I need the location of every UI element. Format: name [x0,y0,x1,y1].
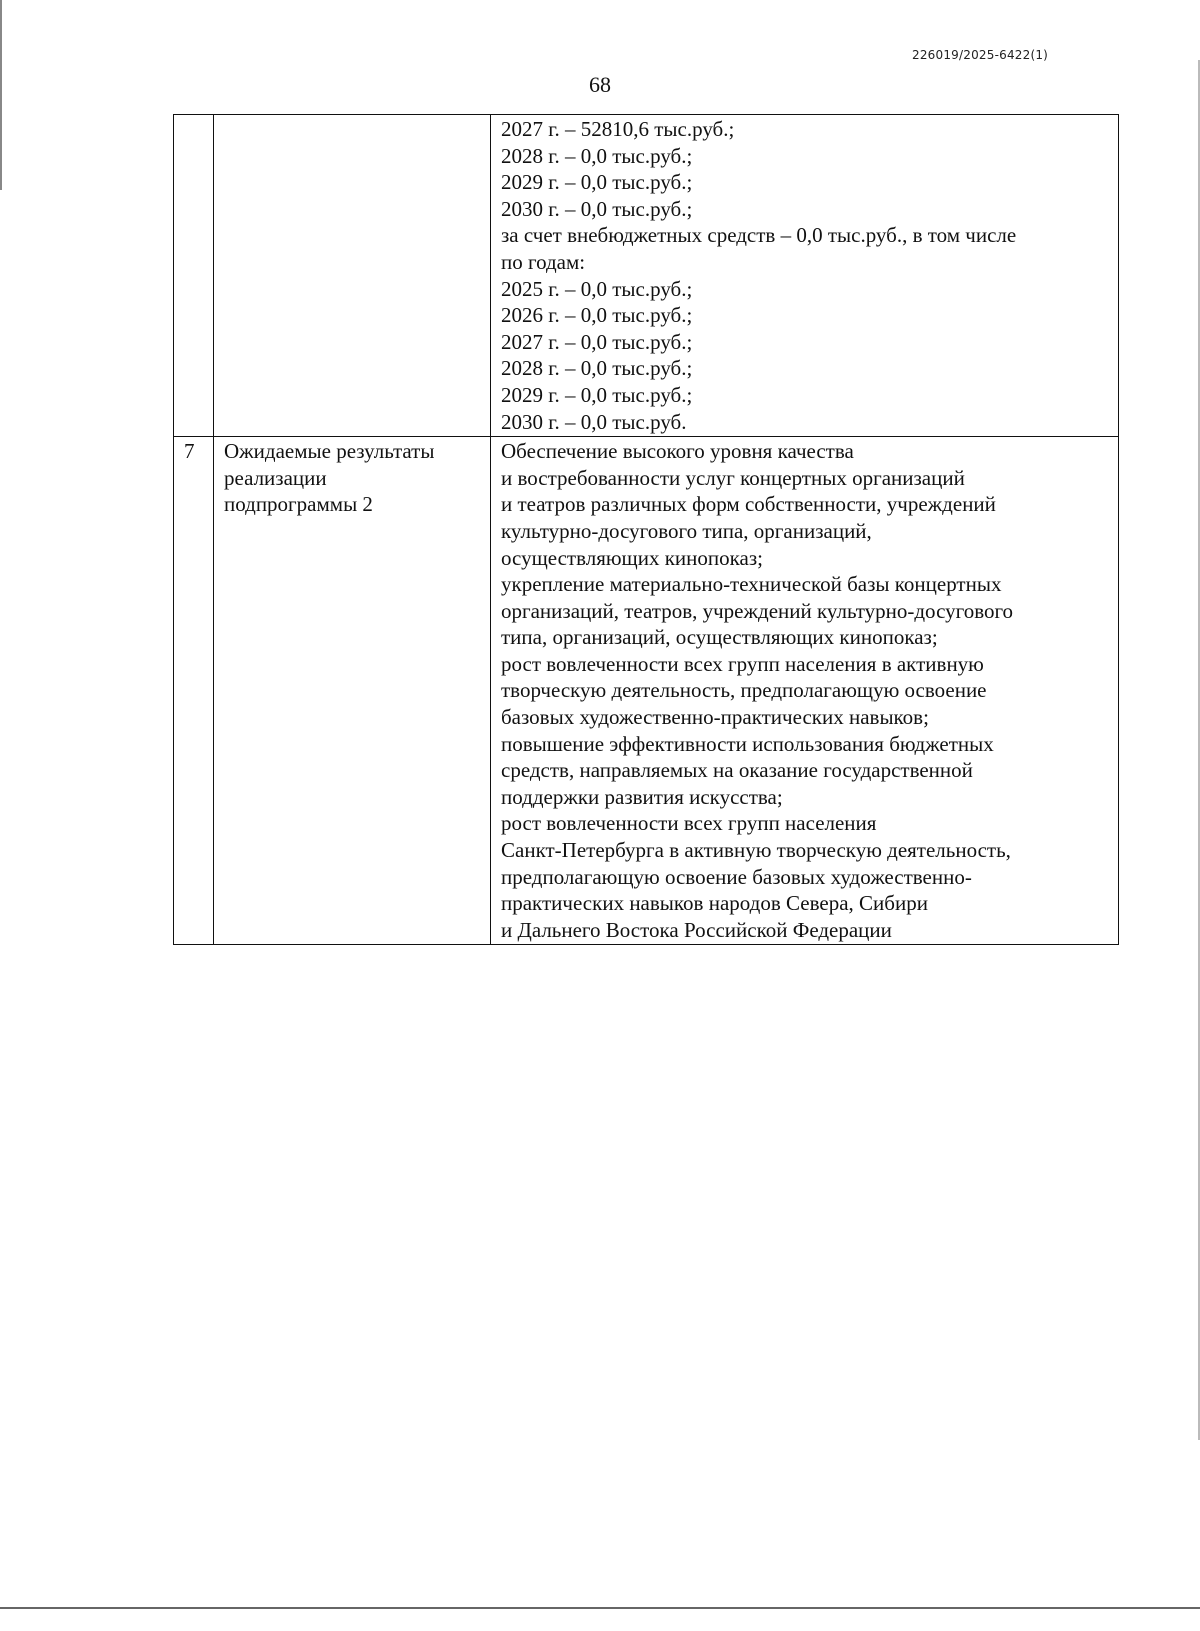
content-line: 2030 г. – 0,0 тыс.руб. [501,409,687,434]
content-line: 2029 г. – 0,0 тыс.руб.; [501,170,693,195]
row-name-cell [214,115,491,437]
table-row [174,437,1119,945]
content-line: Обеспечение высокого уровня качества [501,439,854,464]
content-line: 2028 г. – 0,0 тыс.руб.; [501,143,693,168]
content-line: предполагающую освоение базовых художественно- [501,864,972,889]
content-line: средств, направляемых на оказание государственной [501,758,973,783]
content-line: и театров различных форм собственности, учреждений [501,492,996,517]
content-line: укрепление материально-технической базы концертных [501,572,1002,597]
content-line: 2027 г. – 0,0 тыс.руб.; [501,329,693,354]
content-line: рост вовлеченности всех групп населения в активную [501,651,984,676]
row-name-cell [214,437,491,945]
content-line: Санкт-Петербурга в активную творческую деятельность, [501,838,1011,863]
name-line: реализации [224,465,327,490]
content-line: 2026 г. – 0,0 тыс.руб.; [501,303,693,328]
content-line: 2030 г. – 0,0 тыс.руб.; [501,196,693,221]
page-number: 68 [589,72,611,97]
content-line: 2028 г. – 0,0 тыс.руб.; [501,356,693,381]
content-line: и Дальнего Востока Российской Федерации [501,917,892,942]
content-line: типа, организаций, осуществляющих кинопоказ; [501,625,938,650]
content-line: культурно-досугового типа, организаций, [501,518,872,543]
content-line: рост вовлеченности всех групп населения [501,811,877,836]
row-content-cell [491,437,1119,945]
content-line: осуществляющих кинопоказ; [501,545,763,570]
table-row [174,115,1119,437]
content-line: повышение эффективности использования бюджетных [501,731,994,756]
content-line: по годам: [501,249,586,274]
row-number-cell: 7 [174,437,214,945]
content-line: 2027 г. – 52810,6 тыс.руб.; [501,117,735,141]
content-line: практических навыков народов Севера, Сибири [501,891,928,916]
content-line: базовых художественно-практических навыков; [501,705,929,730]
document-registration-number: 226019/2025-6422(1) [912,48,1049,62]
row-content-cell [491,115,1119,437]
program-passport-table [173,114,1119,945]
content-line: 2025 г. – 0,0 тыс.руб.; [501,276,693,301]
content-line: 2029 г. – 0,0 тыс.руб.; [501,382,693,407]
row-number-cell [174,115,214,437]
name-line: подпрограммы 2 [224,492,373,517]
content-line: и востребованности услуг концертных организаций [501,465,965,490]
scan-edge-bottom [0,1607,1200,1609]
name-line: Ожидаемые результаты [224,439,435,464]
content-line: творческую деятельность, предполагающую освоение [501,678,987,703]
content-line: за счет внебюджетных средств – 0,0 тыс.руб., в том числе [501,223,1017,248]
content-line: организаций, театров, учреждений культурно-досугового [501,598,1014,623]
content-line: поддержки развития искусства; [501,784,783,809]
